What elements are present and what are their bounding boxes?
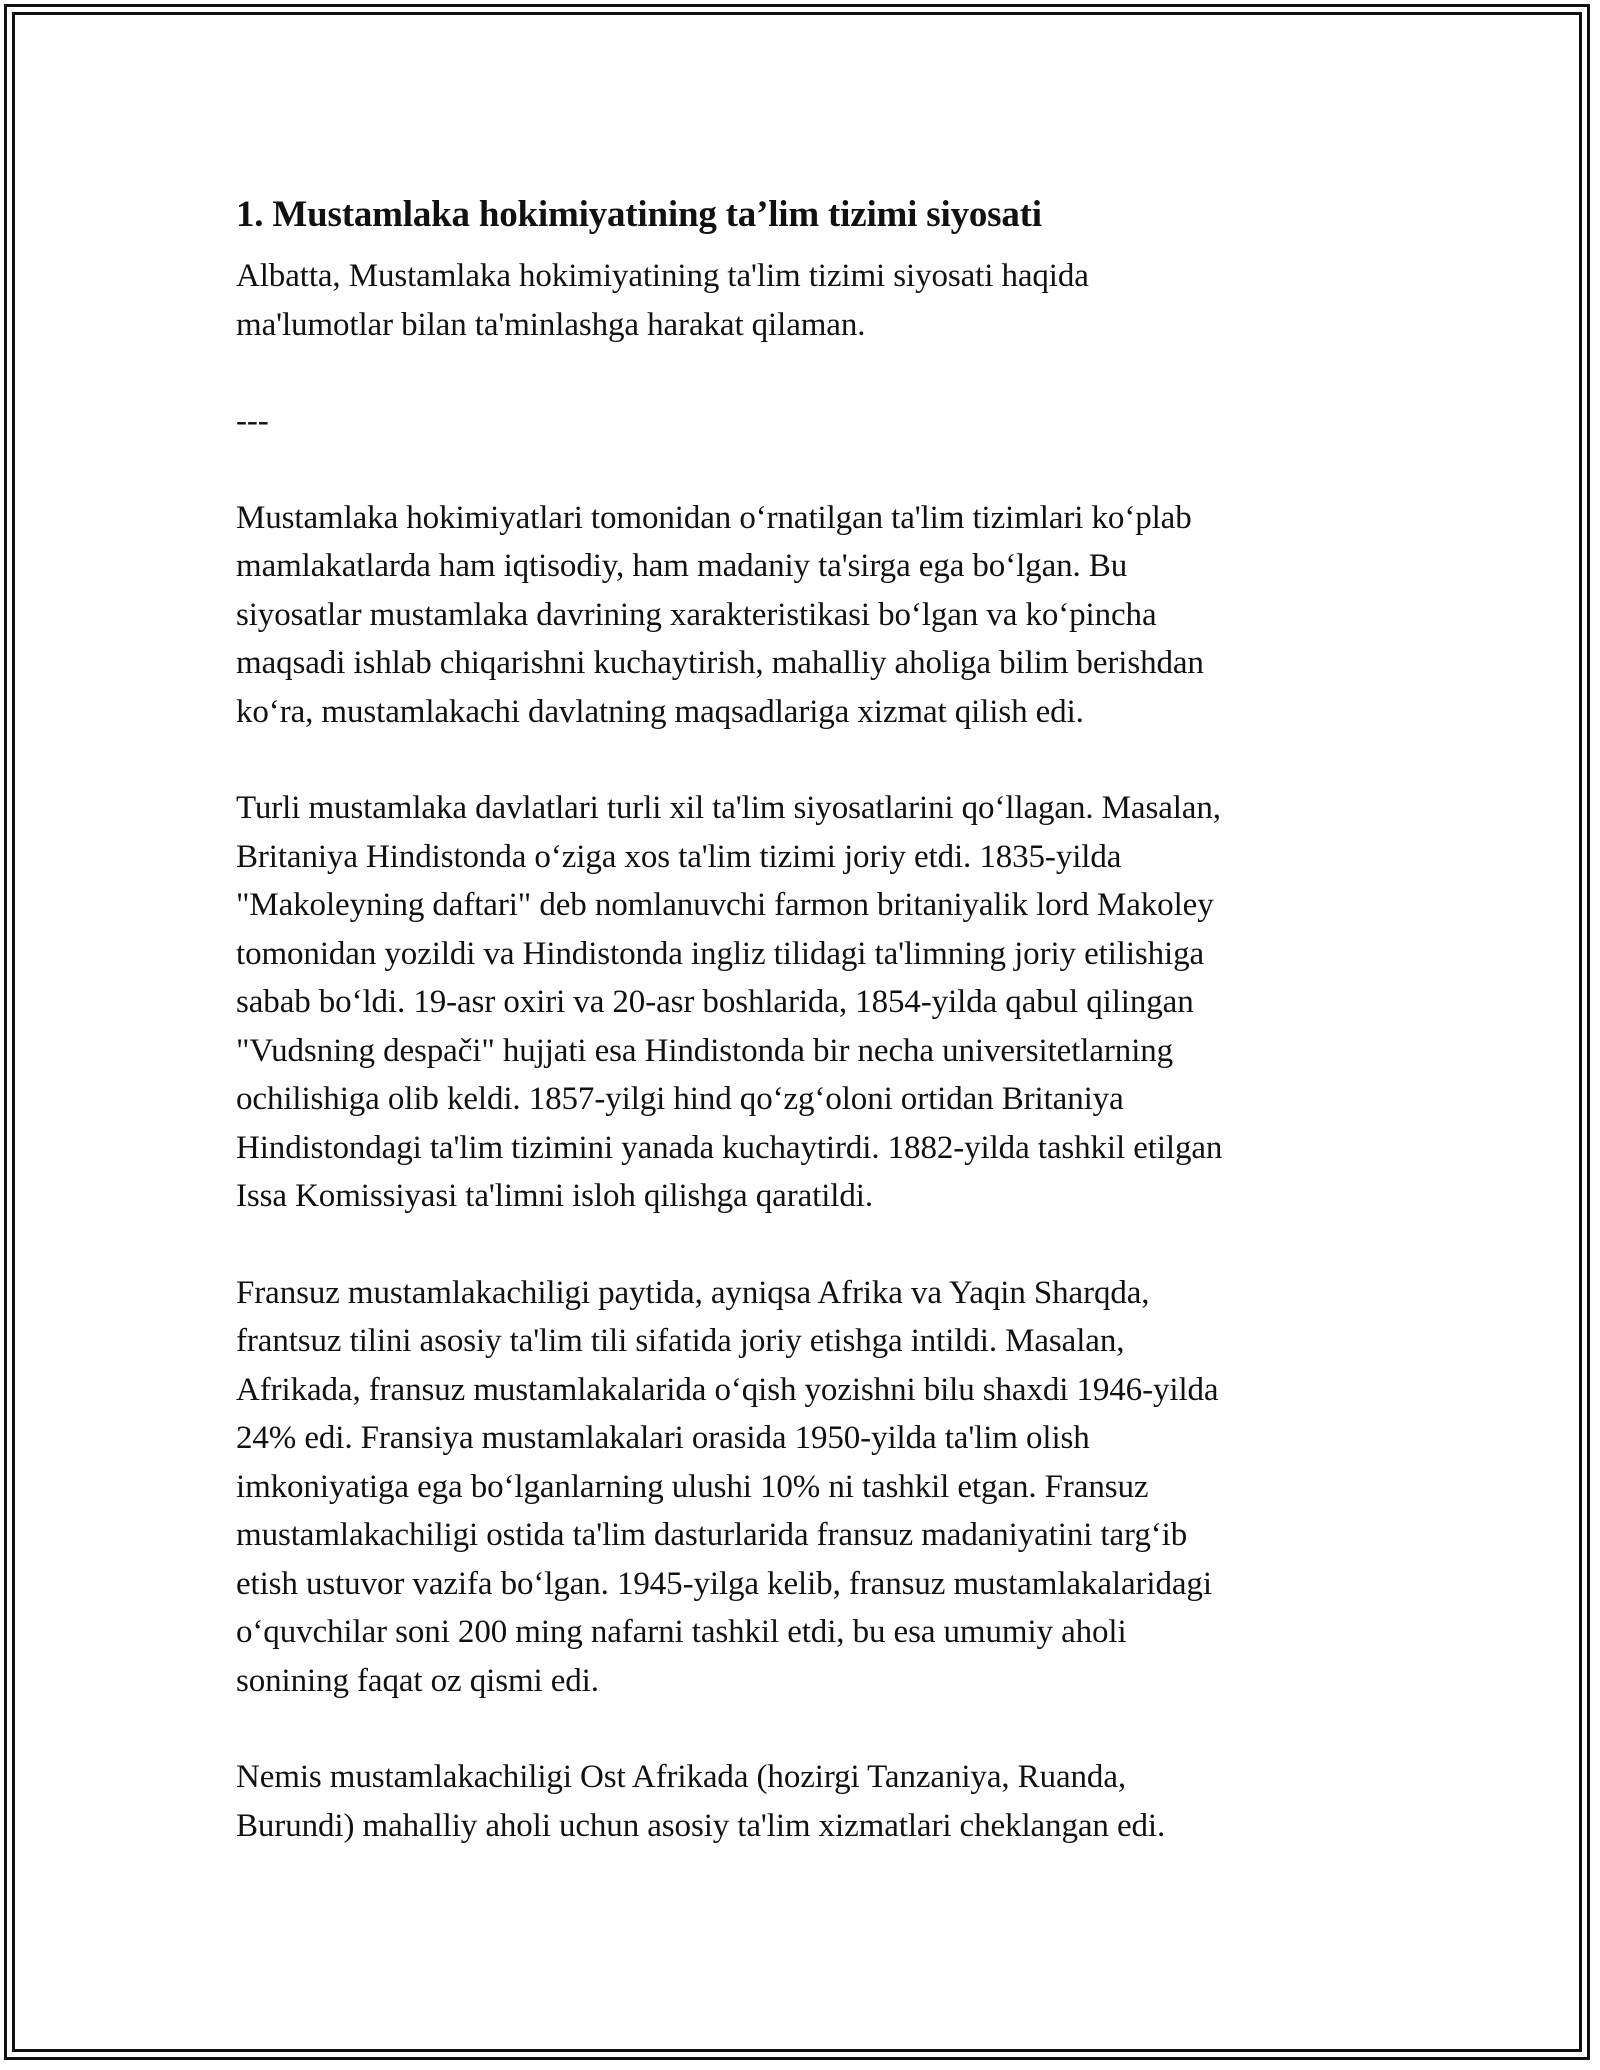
paragraph-line: mamlakatlarda ham iqtisodiy, ham madaniy ta'sirga ega boʻlgan. Bu — [236, 548, 1128, 584]
paragraph-line: Issa Komissiyasi ta'limni isloh qilishga qaratildi. — [236, 1178, 873, 1214]
section-heading: 1. Mustamlaka hokimiyatining ta’lim tizimi siyosati — [236, 194, 1042, 235]
paragraph-line: Britaniya Hindistonda oʻziga xos ta'lim tizimi joriy etdi. 1835-yilda — [236, 838, 1122, 875]
paragraph-line: Turli mustamlaka davlatlari turli xil ta'lim siyosatlarini qoʻllagan. Masalan, — [236, 790, 1221, 826]
paragraph-line: "Vudsning despači" hujjati esa Hindistonda bir necha universitetlarning — [236, 1032, 1174, 1069]
paragraph-line: frantsuz tilini asosiy ta'lim tili sifatida joriy etishga intildi. Masalan, — [236, 1323, 1125, 1359]
paragraph-line: etish ustuvor vazifa boʻlgan. 1945-yilga kelib, fransuz mustamlakalaridagi — [236, 1565, 1212, 1602]
paragraph-line: Hindistondagi ta'lim tizimini yanada kuchaytirdi. 1882-yilda tashkil etilgan — [236, 1129, 1223, 1166]
paragraph-line: siyosatlar mustamlaka davrining xarakteristikasi boʻlgan va koʻpincha — [236, 596, 1157, 633]
paragraph-line: tomonidan yozildi va Hindistonda ingliz tilidagi ta'limning joriy etilishiga — [236, 935, 1205, 972]
paragraph-line: oʻquvchilar soni 200 ming nafarni tashkil etdi, bu esa umumiy aholi — [236, 1614, 1127, 1650]
paragraph-line: Nemis mustamlakachiligi Ost Afrikada (hozirgi Tanzaniya, Ruanda, — [236, 1759, 1127, 1795]
paragraph-line: ochilishiga olib keldi. 1857-yilgi hind qoʻzgʻoloni ortidan Britaniya — [236, 1081, 1124, 1117]
paragraph-line: 24% edi. Fransiya mustamlakalari orasida 1950-yilda ta'lim olish — [236, 1420, 1090, 1456]
paragraph-line: maqsadi ishlab chiqarishni kuchaytirish, mahalliy aholiga bilim berishdan — [236, 645, 1204, 681]
paragraph-line: mustamlakachiligi ostida ta'lim dasturlarida fransuz madaniyatini targʻib — [236, 1517, 1188, 1553]
paragraph-line: sonining faqat oz qismi edi. — [236, 1662, 599, 1699]
paragraph-line: sabab boʻldi. 19-asr oxiri va 20-asr boshlarida, 1854-yilda qabul qilingan — [236, 984, 1194, 1020]
intro-line: Albatta, Mustamlaka hokimiyatining ta'lim tizimi siyosati haqida — [236, 258, 1089, 294]
paragraph-line: koʻra, mustamlakachi davlatning maqsadlariga xizmat qilish edi. — [236, 693, 1084, 730]
paragraph-line: Afrikada, fransuz mustamlakalarida oʻqish yozishni bilu shaxdi 1946-yilda — [236, 1371, 1219, 1408]
paragraph-line: "Makoleyning daftari" deb nomlanuvchi farmon britaniyalik lord Makoley — [236, 887, 1214, 923]
separator: --- — [236, 403, 269, 439]
paragraph-line: Mustamlaka hokimiyatlari tomonidan oʻrnatilgan ta'lim tizimlari koʻplab — [236, 499, 1192, 536]
paragraph-british-india — [236, 784, 1366, 1221]
paragraph-colonial-education-overview — [236, 494, 1366, 737]
paragraph-line: imkoniyatiga ega boʻlganlarning ulushi 10% ni tashkil etgan. Fransuz — [236, 1468, 1149, 1505]
paragraph-french-colonialism — [236, 1269, 1366, 1706]
paragraph-line: Fransuz mustamlakachiligi paytida, ayniqsa Afrika va Yaqin Sharqda, — [236, 1274, 1150, 1311]
intro-paragraph — [236, 252, 1366, 349]
intro-line: ma'lumotlar bilan ta'minlashga harakat qilaman. — [236, 306, 866, 343]
paragraph-german-colonialism — [236, 1753, 1366, 1850]
paragraph-line: Burundi) mahalliy aholi uchun asosiy ta'lim xizmatlari cheklangan edi. — [236, 1807, 1166, 1844]
document-body — [236, 186, 1366, 1850]
